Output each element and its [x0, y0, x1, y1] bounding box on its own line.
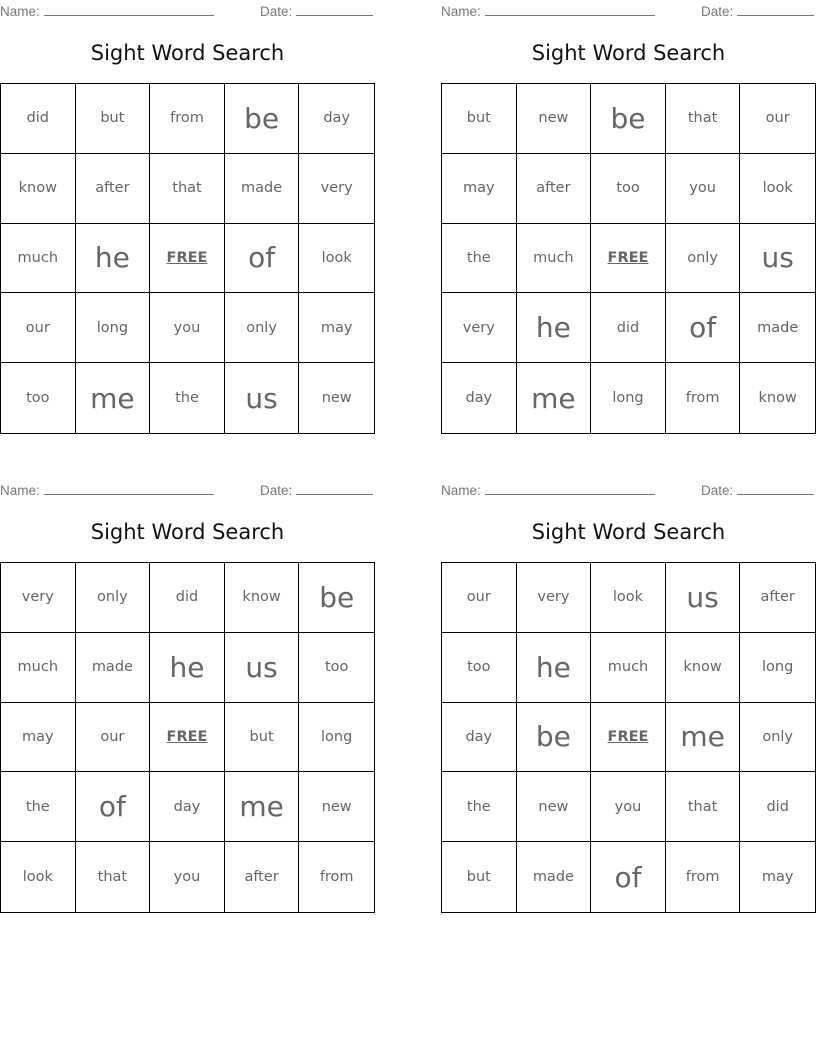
- word-cell[interactable]: be: [591, 84, 666, 154]
- word-cell[interactable]: of: [591, 842, 666, 912]
- name-label: Name:: [0, 4, 40, 19]
- word-cell[interactable]: be: [517, 703, 592, 773]
- word-cell[interactable]: you: [150, 842, 225, 912]
- word-cell[interactable]: but: [76, 84, 151, 154]
- word-cell[interactable]: much: [1, 224, 76, 294]
- date-label: Date:: [260, 4, 293, 19]
- word-cell[interactable]: new: [299, 772, 374, 842]
- date-label: Date:: [701, 4, 734, 19]
- word-cell[interactable]: our: [76, 703, 151, 773]
- word-cell[interactable]: know: [225, 563, 300, 633]
- free-space-cell[interactable]: FREE: [591, 703, 666, 773]
- word-cell[interactable]: new: [517, 84, 592, 154]
- card-header: [0, 3, 375, 19]
- card-title: Sight Word Search: [90, 41, 285, 65]
- name-field: [441, 482, 655, 498]
- word-cell[interactable]: made: [76, 633, 151, 703]
- free-space-cell[interactable]: FREE: [591, 224, 666, 294]
- word-cell[interactable]: look: [1, 842, 76, 912]
- word-cell[interactable]: after: [740, 563, 815, 633]
- word-cell[interactable]: long: [591, 363, 666, 433]
- word-cell[interactable]: me: [225, 772, 300, 842]
- word-cell[interactable]: made: [740, 293, 815, 363]
- word-cell[interactable]: new: [321, 390, 352, 407]
- name-field: [0, 3, 214, 19]
- bingo-card: [441, 0, 816, 440]
- card-header: [0, 482, 375, 498]
- date-label: Date:: [701, 483, 734, 498]
- word-cell[interactable]: but: [225, 703, 300, 773]
- word-cell[interactable]: much: [517, 224, 592, 294]
- word-cell[interactable]: only: [225, 293, 300, 363]
- word-cell[interactable]: may: [1, 703, 76, 773]
- card-header: [441, 482, 816, 498]
- word-cell[interactable]: long: [76, 293, 151, 363]
- word-cell[interactable]: our: [442, 563, 517, 633]
- card-title: Sight Word Search: [90, 520, 285, 544]
- word-grid: [0, 83, 375, 434]
- word-cell[interactable]: of: [225, 224, 300, 294]
- word-cell[interactable]: me: [517, 363, 592, 433]
- word-cell[interactable]: the: [442, 224, 517, 294]
- word-cell[interactable]: made: [517, 842, 592, 912]
- word-cell[interactable]: day: [442, 703, 517, 773]
- word-cell[interactable]: me: [76, 363, 151, 433]
- word-grid: [441, 562, 816, 913]
- name-label: Name:: [441, 4, 481, 19]
- word-cell[interactable]: very: [517, 563, 592, 633]
- word-cell[interactable]: but: [442, 84, 517, 154]
- word-cell[interactable]: that: [76, 842, 151, 912]
- date-blank-line[interactable]: [296, 3, 373, 16]
- word-cell[interactable]: may: [442, 154, 517, 224]
- word-cell[interactable]: long: [740, 633, 815, 703]
- word-cell[interactable]: day: [150, 772, 225, 842]
- name-field: [441, 3, 655, 19]
- word-cell[interactable]: know: [758, 390, 797, 407]
- word-cell[interactable]: us: [225, 363, 300, 433]
- word-cell[interactable]: the: [150, 363, 225, 433]
- word-cell[interactable]: you: [666, 154, 741, 224]
- word-cell[interactable]: from: [666, 842, 741, 912]
- word-cell[interactable]: only: [666, 224, 741, 294]
- word-cell[interactable]: much: [1, 633, 76, 703]
- word-cell[interactable]: did: [591, 293, 666, 363]
- word-cell[interactable]: after: [517, 154, 592, 224]
- name-label: Name:: [0, 483, 40, 498]
- word-cell[interactable]: you: [150, 293, 225, 363]
- word-cell[interactable]: but: [442, 842, 517, 912]
- word-cell[interactable]: the: [442, 772, 517, 842]
- word-cell[interactable]: may: [761, 869, 794, 886]
- word-cell[interactable]: you: [591, 772, 666, 842]
- word-cell[interactable]: me: [666, 703, 741, 773]
- name-label: Name:: [441, 483, 481, 498]
- word-cell[interactable]: the: [1, 772, 76, 842]
- bingo-card: [441, 479, 816, 919]
- word-cell[interactable]: he: [76, 224, 151, 294]
- bingo-card: [0, 479, 375, 919]
- word-cell[interactable]: look: [740, 154, 815, 224]
- word-cell[interactable]: he: [517, 633, 592, 703]
- card-title: Sight Word Search: [531, 520, 726, 544]
- word-cell[interactable]: us: [666, 563, 741, 633]
- word-cell[interactable]: too: [442, 633, 517, 703]
- word-cell[interactable]: only: [740, 703, 815, 773]
- date-label: Date:: [260, 483, 293, 498]
- word-cell[interactable]: that: [666, 772, 741, 842]
- word-cell[interactable]: very: [442, 293, 517, 363]
- date-blank-line[interactable]: [737, 482, 814, 495]
- word-cell[interactable]: of: [76, 772, 151, 842]
- word-cell[interactable]: be: [225, 84, 300, 154]
- word-cell[interactable]: day: [299, 84, 374, 154]
- word-cell[interactable]: us: [740, 224, 815, 294]
- word-cell[interactable]: our: [1, 293, 76, 363]
- date-blank-line[interactable]: [296, 482, 373, 495]
- word-cell[interactable]: very: [1, 563, 76, 633]
- card-title: Sight Word Search: [531, 41, 726, 65]
- word-grid: [441, 83, 816, 434]
- word-cell[interactable]: long: [299, 703, 374, 773]
- word-cell[interactable]: too: [299, 633, 374, 703]
- name-blank-line[interactable]: [485, 3, 655, 16]
- word-cell[interactable]: day: [442, 363, 517, 433]
- name-blank-line[interactable]: [44, 3, 214, 16]
- word-grid: [0, 562, 375, 913]
- word-cell[interactable]: only: [76, 563, 151, 633]
- word-cell[interactable]: made: [225, 154, 300, 224]
- word-cell[interactable]: new: [517, 772, 592, 842]
- word-cell[interactable]: look: [591, 563, 666, 633]
- word-cell[interactable]: did: [150, 563, 225, 633]
- word-cell[interactable]: look: [299, 224, 374, 294]
- word-cell[interactable]: know: [666, 633, 741, 703]
- word-cell[interactable]: may: [299, 293, 374, 363]
- word-cell[interactable]: that: [150, 154, 225, 224]
- free-space-cell[interactable]: FREE: [150, 224, 225, 294]
- word-cell[interactable]: too: [1, 363, 76, 433]
- word-cell[interactable]: from: [666, 363, 741, 433]
- name-blank-line[interactable]: [485, 482, 655, 495]
- date-field: [701, 482, 814, 498]
- word-cell[interactable]: of: [666, 293, 741, 363]
- word-cell[interactable]: he: [517, 293, 592, 363]
- date-field: [260, 3, 373, 19]
- word-cell[interactable]: very: [299, 154, 374, 224]
- word-cell[interactable]: did: [740, 772, 815, 842]
- word-cell[interactable]: us: [225, 633, 300, 703]
- word-cell[interactable]: too: [591, 154, 666, 224]
- word-cell[interactable]: after: [76, 154, 151, 224]
- free-space-cell[interactable]: FREE: [150, 703, 225, 773]
- date-field: [260, 482, 373, 498]
- date-field: [701, 3, 814, 19]
- name-blank-line[interactable]: [44, 482, 214, 495]
- card-header: [441, 3, 816, 19]
- date-blank-line[interactable]: [737, 3, 814, 16]
- word-cell[interactable]: much: [591, 633, 666, 703]
- word-cell[interactable]: after: [225, 842, 300, 912]
- word-cell[interactable]: from: [150, 84, 225, 154]
- word-cell[interactable]: he: [150, 633, 225, 703]
- bingo-card: [0, 0, 375, 440]
- word-cell[interactable]: our: [740, 84, 815, 154]
- word-cell[interactable]: know: [1, 154, 76, 224]
- word-cell[interactable]: from: [319, 869, 354, 886]
- name-field: [0, 482, 214, 498]
- word-cell[interactable]: be: [299, 563, 374, 633]
- word-cell[interactable]: did: [1, 84, 76, 154]
- word-cell[interactable]: that: [666, 84, 741, 154]
